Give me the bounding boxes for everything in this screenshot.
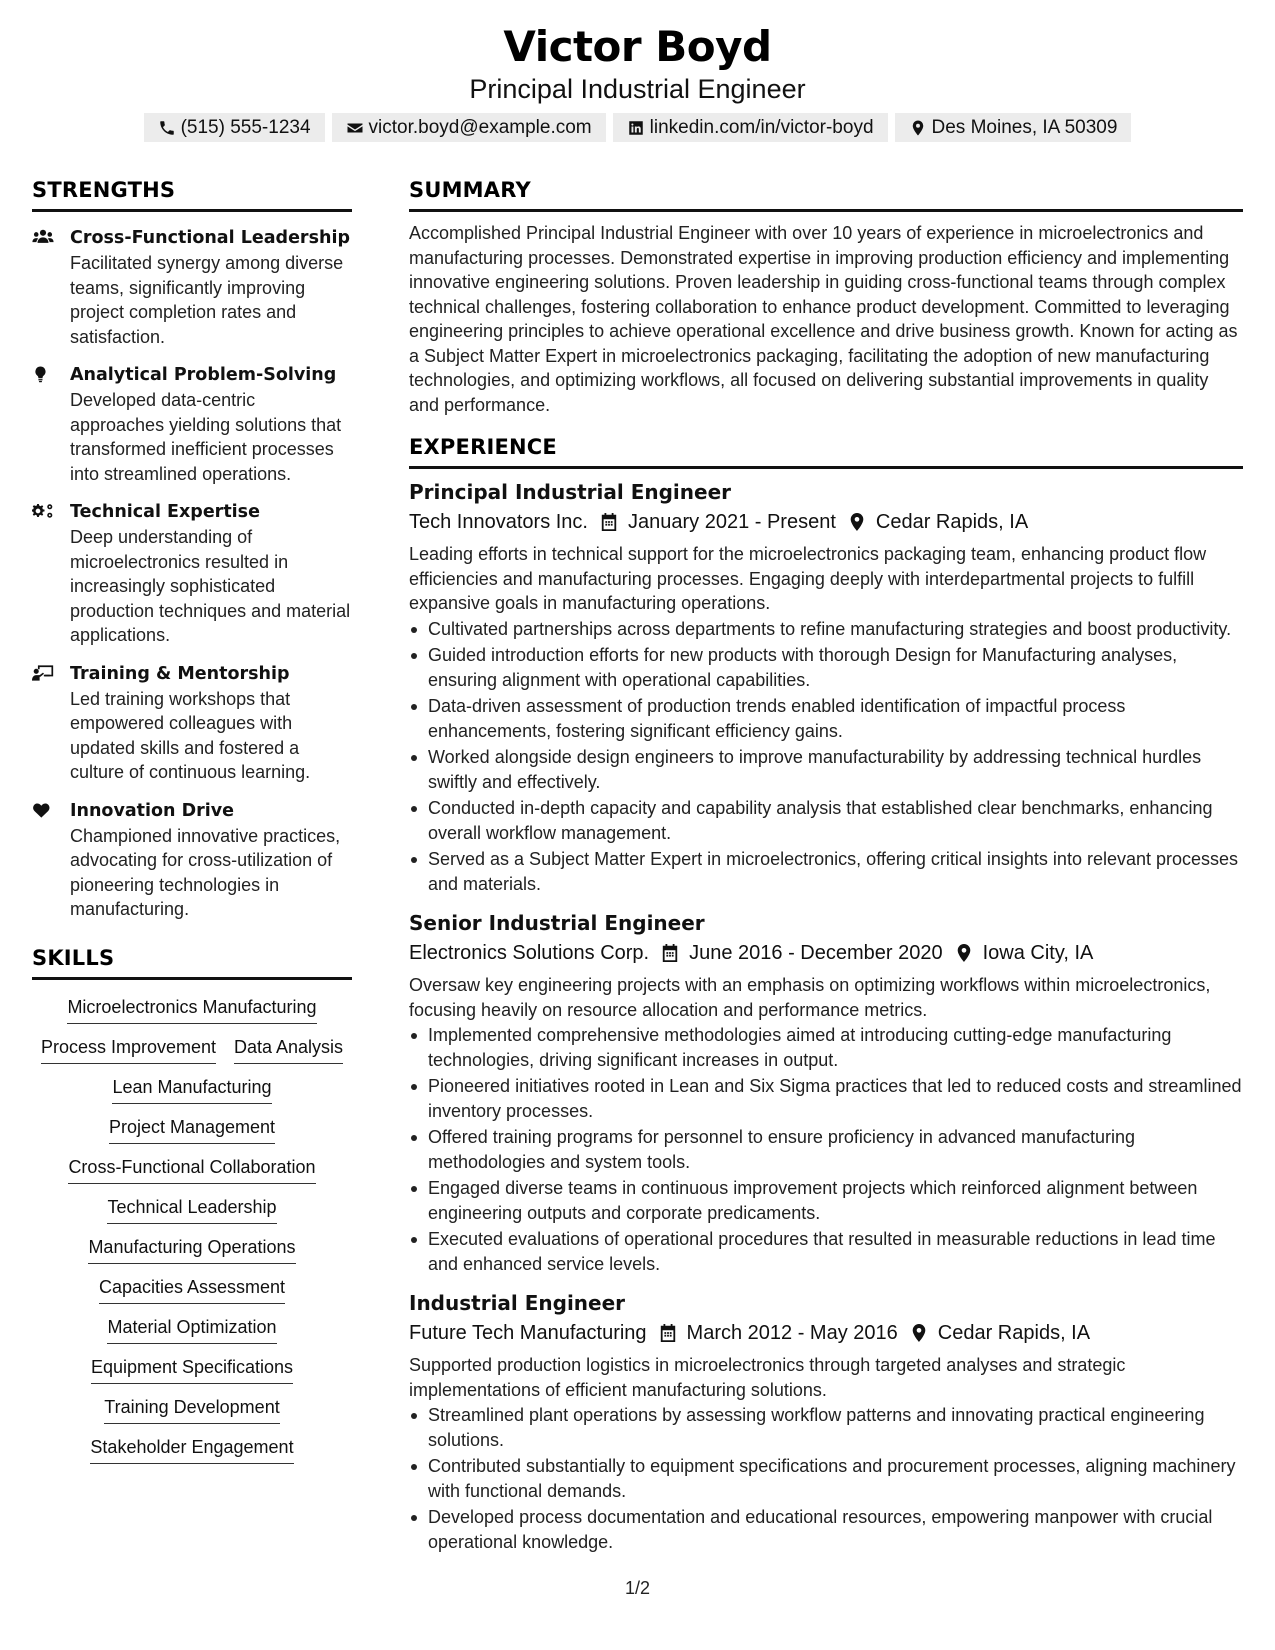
location-text: Des Moines, IA 50309	[931, 116, 1118, 138]
bullet-item: Worked alongside design engineers to improve manufacturability by addressing technical hurdles swiftly and effectively.	[409, 745, 1243, 794]
strength-title: Innovation Drive	[70, 800, 235, 821]
calendar-icon	[600, 512, 618, 532]
contact-linkedin[interactable]	[613, 113, 888, 142]
skill-tag: Cross-Functional Collaboration	[68, 1154, 315, 1184]
strength-item	[32, 499, 352, 648]
map-marker-icon	[910, 1323, 928, 1343]
job-description: Supported production logistics in microelectronics through targeted analyses and strategic implementations of efficient manufacturing solutions.	[409, 1355, 1126, 1400]
skill-tag: Process Improvement	[41, 1034, 216, 1064]
job-title: Senior Industrial Engineer	[409, 911, 705, 935]
job-meta	[409, 507, 1243, 537]
bullet-item: Guided introduction efforts for new products with thorough Design for Manufacturing analyses, ensuring alignment with operational capabilities.	[409, 643, 1243, 692]
strength-item	[32, 225, 352, 349]
heart-icon	[32, 801, 54, 819]
skill-tag: Technical Leadership	[107, 1194, 276, 1224]
job-description: Leading efforts in technical support for the microelectronics packaging team, enhancing product flow efficiencies and manufacturing processes. Engaging deeply with interdepartmental projects to fulfill expansive goals in manufacturing operations.	[409, 544, 1207, 613]
job-title: Industrial Engineer	[409, 1291, 626, 1315]
candidate-name: Victor Boyd	[503, 22, 772, 71]
right-column	[409, 178, 1243, 1556]
email-text: victor.boyd@example.com	[368, 116, 592, 138]
skills-heading: SKILLS	[32, 946, 352, 980]
bullet-item: Streamlined plant operations by assessing workflow patterns and innovating practical engineering solutions.	[409, 1403, 1243, 1452]
skills-list	[32, 994, 352, 1464]
calendar-icon	[661, 943, 679, 963]
users-icon	[32, 228, 54, 246]
job-entry	[409, 908, 1243, 1276]
job-bullets	[409, 617, 1243, 897]
left-column	[32, 178, 352, 1464]
bullet-item: Data-driven assessment of production trends enabled identification of impactful process enhancements, fostering significant efficiency gains.	[409, 694, 1243, 743]
phone-icon	[158, 119, 176, 137]
map-marker-icon	[848, 512, 866, 532]
job-meta	[409, 1318, 1243, 1348]
skill-tag: Lean Manufacturing	[112, 1074, 271, 1104]
bullet-item: Cultivated partnerships across departments to refine manufacturing strategies and boost productivity.	[409, 617, 1243, 642]
strength-title: Technical Expertise	[70, 502, 260, 522]
skill-tag: Training Development	[104, 1394, 279, 1424]
bullet-item: Offered training programs for personnel to ensure proficiency in advanced manufacturing methodologies and system tools.	[409, 1125, 1243, 1174]
job-description: Oversaw key engineering projects with an emphasis on optimizing workflows within microelectronics, focusing heavily on resource allocation and performance metrics.	[409, 975, 1211, 1020]
bullet-item: Pioneered initiatives rooted in Lean and Six Sigma practices that led to reduced costs and streamlined inventory processes.	[409, 1074, 1243, 1123]
linkedin-icon	[627, 119, 645, 137]
skill-tag: Equipment Specifications	[91, 1354, 293, 1384]
bullet-item: Executed evaluations of operational procedures that resulted in measurable reductions in lead time and enhanced service levels.	[409, 1227, 1243, 1276]
cogs-icon	[32, 502, 54, 520]
candidate-role: Principal Industrial Engineer	[469, 74, 806, 104]
skill-tag: Data Analysis	[234, 1034, 343, 1064]
strength-desc: Led training workshops that empowered colleagues with updated skills and fostered a culture of continuous learning.	[70, 688, 311, 782]
strength-item	[32, 362, 352, 486]
strength-title: Cross-Functional Leadership	[70, 228, 350, 248]
strength-title: Training & Mentorship	[70, 663, 290, 684]
linkedin-text: linkedin.com/in/victor-boyd	[649, 116, 874, 138]
job-title: Principal Industrial Engineer	[409, 480, 731, 504]
job-entry	[409, 1288, 1243, 1554]
job-dates: March 2012 - May 2016	[686, 1322, 898, 1344]
page-number: 1/2	[624, 1578, 651, 1598]
experience-heading: EXPERIENCE	[409, 435, 1243, 469]
job-entry	[409, 477, 1243, 896]
skill-tag: Microelectronics Manufacturing	[67, 994, 316, 1024]
skill-tag: Stakeholder Engagement	[90, 1434, 293, 1464]
bullet-item: Implemented comprehensive methodologies aimed at introducing cutting-edge manufacturing technologies, driving significant increases in output.	[409, 1023, 1243, 1072]
contact-location[interactable]	[895, 113, 1132, 142]
job-bullets	[409, 1403, 1243, 1554]
job-location: Cedar Rapids, IA	[937, 1322, 1091, 1344]
bullet-item: Engaged diverse teams in continuous improvement projects which reinforced alignment between engineering outputs and corporate predicaments.	[409, 1176, 1243, 1225]
strength-desc: Championed innovative practices, advocating for cross-utilization of pioneering technologies in manufacturing.	[70, 825, 341, 919]
skill-tag: Capacities Assessment	[99, 1274, 285, 1304]
job-location: Iowa City, IA	[982, 942, 1094, 964]
bullet-item: Developed process documentation and educational resources, empowering manpower with crucial operational knowledge.	[409, 1505, 1243, 1554]
skill-tag: Project Management	[109, 1114, 275, 1144]
strength-desc: Deep understanding of microelectronics resulted in increasingly sophisticated production techniques and material applications.	[70, 527, 351, 645]
bullet-item: Contributed substantially to equipment specifications and procurement processes, aligning machinery with functional demands.	[409, 1454, 1243, 1503]
job-location: Cedar Rapids, IA	[875, 511, 1029, 533]
strength-desc: Facilitated synergy among diverse teams, significantly improving project completion rates and satisfaction.	[70, 253, 344, 347]
map-marker-icon	[909, 119, 927, 137]
phone-text: (515) 555-1234	[180, 116, 311, 138]
job-company: Tech Innovators Inc.	[409, 511, 588, 533]
job-company: Electronics Solutions Corp.	[409, 942, 650, 964]
envelope-icon	[346, 119, 364, 137]
chalkboard-teacher-icon	[32, 664, 54, 682]
calendar-icon	[659, 1323, 677, 1343]
skill-tag: Material Optimization	[107, 1314, 276, 1344]
job-dates: June 2016 - December 2020	[689, 942, 943, 964]
contact-phone[interactable]	[144, 113, 325, 142]
bullet-item: Served as a Subject Matter Expert in microelectronics, offering critical insights into relevant processes and materials.	[409, 847, 1243, 896]
strength-title: Analytical Problem-Solving	[70, 365, 337, 385]
lightbulb-icon	[32, 365, 54, 383]
contact-bar	[0, 113, 1275, 142]
strengths-heading: STRENGTHS	[32, 178, 352, 212]
bullet-item: Conducted in-depth capacity and capability analysis that established clear benchmarks, enhancing overall workflow management.	[409, 796, 1243, 845]
job-company: Future Tech Manufacturing	[409, 1322, 647, 1344]
summary-heading: SUMMARY	[409, 178, 1243, 212]
map-marker-icon	[955, 943, 973, 963]
job-bullets	[409, 1023, 1243, 1276]
contact-email[interactable]	[332, 113, 606, 142]
strength-item	[32, 661, 352, 785]
job-meta	[409, 938, 1243, 968]
strength-desc: Developed data-centric approaches yielding solutions that transformed inefficient processes into streamlined operations.	[70, 390, 342, 484]
job-dates: January 2021 - Present	[627, 511, 836, 533]
strength-item	[32, 798, 352, 922]
skill-tag: Manufacturing Operations	[88, 1234, 295, 1264]
summary-text: Accomplished Principal Industrial Engineer with over 10 years of experience in microelectronics and manufacturing processes. Demonstrated expertise in improving production efficiency and implementing innovative engineering solutions. Proven leadership in guiding cross-functional teams through complex technical challenges, fostering collaboration to enhance product development. Committed to leveraging engineering principles to achieve operational excellence and drive business growth. Known for acting as a Subject Matter Expert in microelectronics packaging, facilitating the adoption of new manufacturing technologies, and optimizing workflows, all focused on delivering substantial improvements in quality and performance.	[409, 223, 1238, 415]
